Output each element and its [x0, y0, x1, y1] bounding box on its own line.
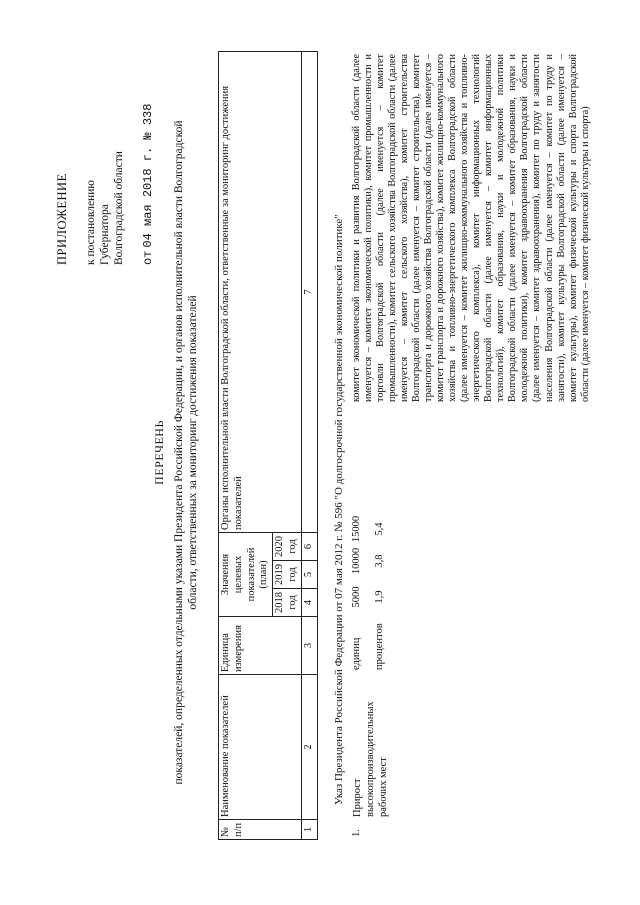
column-number: 1 [301, 820, 317, 840]
column-number: 2 [301, 675, 317, 820]
header-year-2018: 2018 год [273, 589, 302, 617]
column-number: 5 [301, 561, 317, 589]
responsible-bodies-text: комитет экономической политики и развития Волгоградской области (далее именуется – комитет экономической политики), комитет промышленности и торговли Волгоградской области (далее именуется – комитет промышленности), комитет сельского хозяйства Волгоградской области (далее именуется – комитет сельского хозяйства), комитет строительства Волгоградской области (далее именуется – комитет строительства), комитет транспорта и дорожного хозяйства Волгоградской области (далее именуется – комитет транспорта и дорожного хозяйства), комитет жилищно-коммунального хозяйства и топливно-энергетического комплекса Волгоградской области (далее именуется – комитет жилищно-коммунального хозяйства и топливно-энергетического комплекса), комитет информационных технологий Волгоградской области (далее именуется – комитет информационных технологий), комитет образования, науки и молодежной политики Волгоградской области (далее именуется – комитет образования, науки и молодежной политики), комитет здравоохранения Волгоградской области (далее именуется – комитет здравоохранения), комитет по труду и занятости населения Волгоградской области (далее именуется – комитет по труду и занятости), комитет культуры Волгоградской области (далее именуется – комитет культуры), комитет физической культуры и спорта Волгоградской области (далее именуется – комитет физической культуры и спорта) [351, 54, 591, 402]
appendix-line-1: к постановлению [85, 180, 98, 265]
appendix-block [55, 35, 156, 265]
date-prefix: от [141, 250, 156, 265]
value-2019-units: 10000 [351, 547, 362, 575]
appendix-line-3: Волгоградской области [113, 151, 126, 265]
column-number: 4 [301, 589, 317, 617]
header-year-2019: 2019 год [273, 561, 302, 589]
value-2018-units: 5000 [351, 586, 362, 608]
column-number: 7 [301, 51, 317, 532]
row-number: 1. [351, 829, 362, 837]
appendix-line-2: Губернатора [99, 204, 112, 265]
indicator-name: Прирост высокопроизводительных рабочих мест [352, 701, 390, 817]
unit-percent: процентов [374, 623, 385, 670]
column-number: 3 [301, 617, 317, 675]
decree-heading: Указ Президента Российской Федерации от 07 мая 2012 г. № 596 "О долгосрочной государственной экономической политике" [333, 214, 345, 805]
appendix-heading: ПРИЛОЖЕНИЕ [55, 173, 69, 265]
value-2019-percent: 3,8 [374, 554, 385, 568]
header-responsible: Органы исполнительной власти Волгоградской области, ответственные за мониторинг достижения показателей [219, 51, 302, 532]
unit-units: единиц [351, 637, 362, 670]
value-2020-percent: 5,4 [374, 522, 385, 536]
document-title: ПЕРЕЧЕНЬ [152, 420, 166, 485]
value-2018-percent: 1,9 [374, 590, 385, 604]
header-year-2020: 2020 год [273, 532, 302, 560]
header-name: Наименование показателей [219, 675, 302, 820]
header-targets: Значения целевых показателей (план) [219, 532, 273, 616]
date-value: 04 мая 2018 г. № 338 [141, 103, 156, 248]
value-2020-units: 15000 [351, 515, 362, 543]
column-number: 6 [301, 532, 317, 560]
header-num: № п/п [219, 820, 302, 840]
document-subtitle: показателей, определенных отдельными указами Президента Российской Федерации, и органов исполнительной власти Волгоградской области, ответственных за мониторинг достижения показателей [173, 120, 200, 785]
header-unit: Единица измерения [219, 617, 302, 675]
indicators-table-header [218, 51, 318, 840]
